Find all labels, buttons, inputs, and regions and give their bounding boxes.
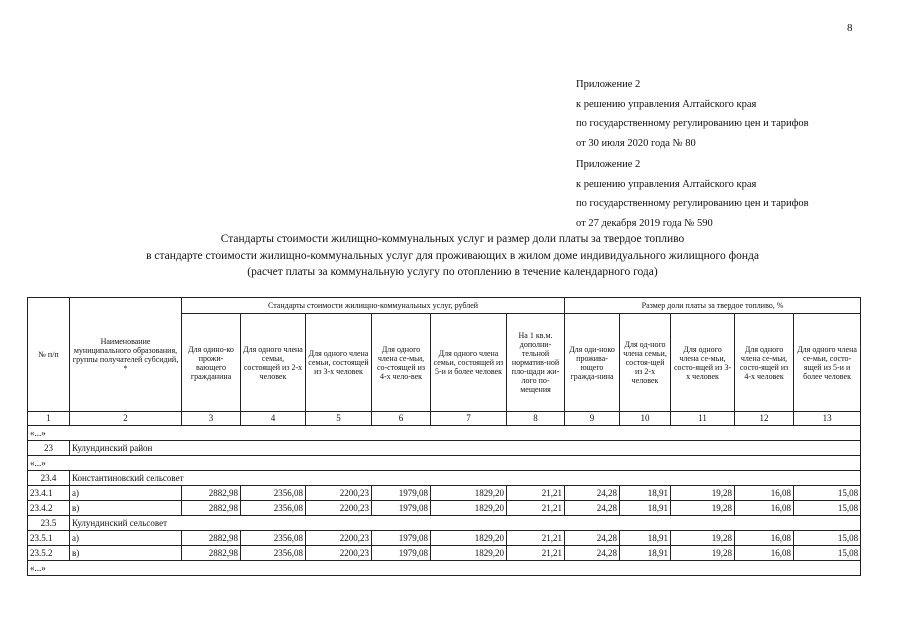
value-cell: 1829,20 [431,546,507,561]
column-number: 2 [70,412,182,426]
column-number: 1 [28,412,70,426]
value-cell: 2200,23 [306,546,372,561]
value-cell: 2882,98 [182,501,241,516]
header-share-col: Для од-ного члена семьи, состоя-щей из 2-х человек [620,314,671,412]
value-cell: 24,28 [565,531,620,546]
value-cell: 19,28 [671,531,735,546]
standards-table [27,297,861,576]
value-cell: 2356,08 [241,531,306,546]
value-cell: 2356,08 [241,501,306,516]
value-cell: 2882,98 [182,546,241,561]
ellipsis-cell: «...» [28,561,861,576]
value-cell: 16,08 [735,531,794,546]
page-number: 8 [847,22,853,34]
ellipsis-cell: «...» [28,456,861,471]
value-cell: 16,08 [735,486,794,501]
header-standard-col: Для одного члена семьи, состоящей из 3-х человек [306,314,372,412]
column-number: 6 [372,412,431,426]
title-line: (расчет платы за коммунальную услугу по отоплению в течение календарного года) [247,266,658,278]
row-number: 23.5.2 [28,546,70,561]
header-standard-col: Для одного члена семьи, состоящей из 5-и и более человек [431,314,507,412]
value-cell: 21,21 [507,501,565,516]
ellipsis-cell: «...» [28,426,861,441]
appendix-line: Приложение 2 [576,159,641,170]
value-cell: 2882,98 [182,486,241,501]
appendix-line: по государственному регулированию цен и тарифов [576,198,809,209]
column-number: 7 [431,412,507,426]
appendix-line: к решению управления Алтайского края [576,98,757,110]
value-cell: 15,08 [794,501,861,516]
row-number: 23.4.2 [28,501,70,516]
header-standard-col: Для одного члена семьи, состоящей из 2-х человек [241,314,306,412]
header-share-col: Для оди-ноко прожива-ющего гражда-нина [565,314,620,412]
column-number: 8 [507,412,565,426]
title-line: Стандарты стоимости жилищно-коммунальных услуг и размер доли платы за твердое топливо [220,233,685,245]
row-label: а) [70,531,182,546]
column-number: 3 [182,412,241,426]
value-cell: 18,91 [620,486,671,501]
value-cell: 1979,08 [372,486,431,501]
value-cell: 1829,20 [431,486,507,501]
header-standard-col: Для одино-ко прожи-вающего гражданина [182,314,241,412]
value-cell: 2356,08 [241,486,306,501]
value-cell: 2356,08 [241,546,306,561]
appendix-line: Приложение 2 [576,79,641,90]
value-cell: 1829,20 [431,531,507,546]
value-cell: 1979,08 [372,501,431,516]
section-name: Кулундинский район [70,441,861,456]
appendix-line: от 27 декабря 2019 года № 590 [576,217,713,229]
column-number: 5 [306,412,372,426]
column-number: 4 [241,412,306,426]
title-line: в стандарте стоимости жилищно-коммунальных услуг для проживающих в жилом доме индивидуального жилищного фонда [146,249,759,262]
value-cell: 1979,08 [372,531,431,546]
row-label: а) [70,486,182,501]
value-cell: 19,28 [671,546,735,561]
section-row [28,441,861,456]
value-cell: 15,08 [794,546,861,561]
value-cell: 2200,23 [306,486,372,501]
appendix-line: от 30 июля 2020 года № 80 [576,137,696,149]
table-row [28,546,861,561]
ellipsis-row [28,561,861,576]
value-cell: 2882,98 [182,531,241,546]
appendix-block-previous [576,155,809,233]
value-cell: 18,91 [620,531,671,546]
header-row-number: № п/п [28,298,70,412]
value-cell: 24,28 [565,486,620,501]
value-cell: 19,28 [671,486,735,501]
column-number: 10 [620,412,671,426]
column-number: 13 [794,412,861,426]
column-number: 12 [735,412,794,426]
value-cell: 1979,08 [372,546,431,561]
section-number: 23 [28,441,70,456]
value-cell: 18,91 [620,546,671,561]
ellipsis-row [28,426,861,441]
column-number: 11 [671,412,735,426]
value-cell: 24,28 [565,501,620,516]
value-cell: 18,91 [620,501,671,516]
value-cell: 21,21 [507,546,565,561]
section-number: 23.4 [28,471,70,486]
section-name: Константиновский сельсовет [70,471,861,486]
row-number: 23.5.1 [28,531,70,546]
header-standard-col: Для одного члена се-мьи, со-стоящей из 4-х чело-век [372,314,431,412]
section-number: 23.5 [28,516,70,531]
table-row [28,531,861,546]
table-row [28,501,861,516]
header-group-fuel-share: Размер доли платы за твердое топливо, % [565,298,861,314]
section-name: Кулундинский сельсовет [70,516,861,531]
value-cell: 16,08 [735,546,794,561]
row-number: 23.4.1 [28,486,70,501]
value-cell: 21,21 [507,486,565,501]
document-title [0,231,905,281]
value-cell: 1829,20 [431,501,507,516]
appendix-line: по государственному регулированию цен и тарифов [576,118,809,129]
section-row [28,471,861,486]
value-cell: 21,21 [507,531,565,546]
row-label: в) [70,501,182,516]
value-cell: 2200,23 [306,531,372,546]
value-cell: 16,08 [735,501,794,516]
header-share-col: Для одного члена се-мьи, состо-ящей из 5-и и более человек [794,314,861,412]
table-row [28,486,861,501]
appendix-line: к решению управления Алтайского края [576,178,757,190]
header-share-col: Для одного члена се-мьи, состо-ящей из 4-х человек [735,314,794,412]
row-label: в) [70,546,182,561]
column-number: 9 [565,412,620,426]
appendix-block-current [576,75,809,153]
value-cell: 24,28 [565,546,620,561]
header-standard-col: На 1 кв.м. дополни-тельной норматив-ной пло-щади жи-лого по-мещения [507,314,565,412]
value-cell: 2200,23 [306,501,372,516]
value-cell: 19,28 [671,501,735,516]
section-row [28,516,861,531]
header-municipality: Наименование муниципального образования, группы получателей субсидий, * [70,298,182,412]
header-share-col: Для одного члена се-мьи, состо-ящей из 3-х человек [671,314,735,412]
header-group-standards: Стандарты стоимости жилищно-коммунальных услуг, рублей [182,298,565,314]
column-number-row [28,412,861,426]
ellipsis-row [28,456,861,471]
value-cell: 15,08 [794,531,861,546]
value-cell: 15,08 [794,486,861,501]
